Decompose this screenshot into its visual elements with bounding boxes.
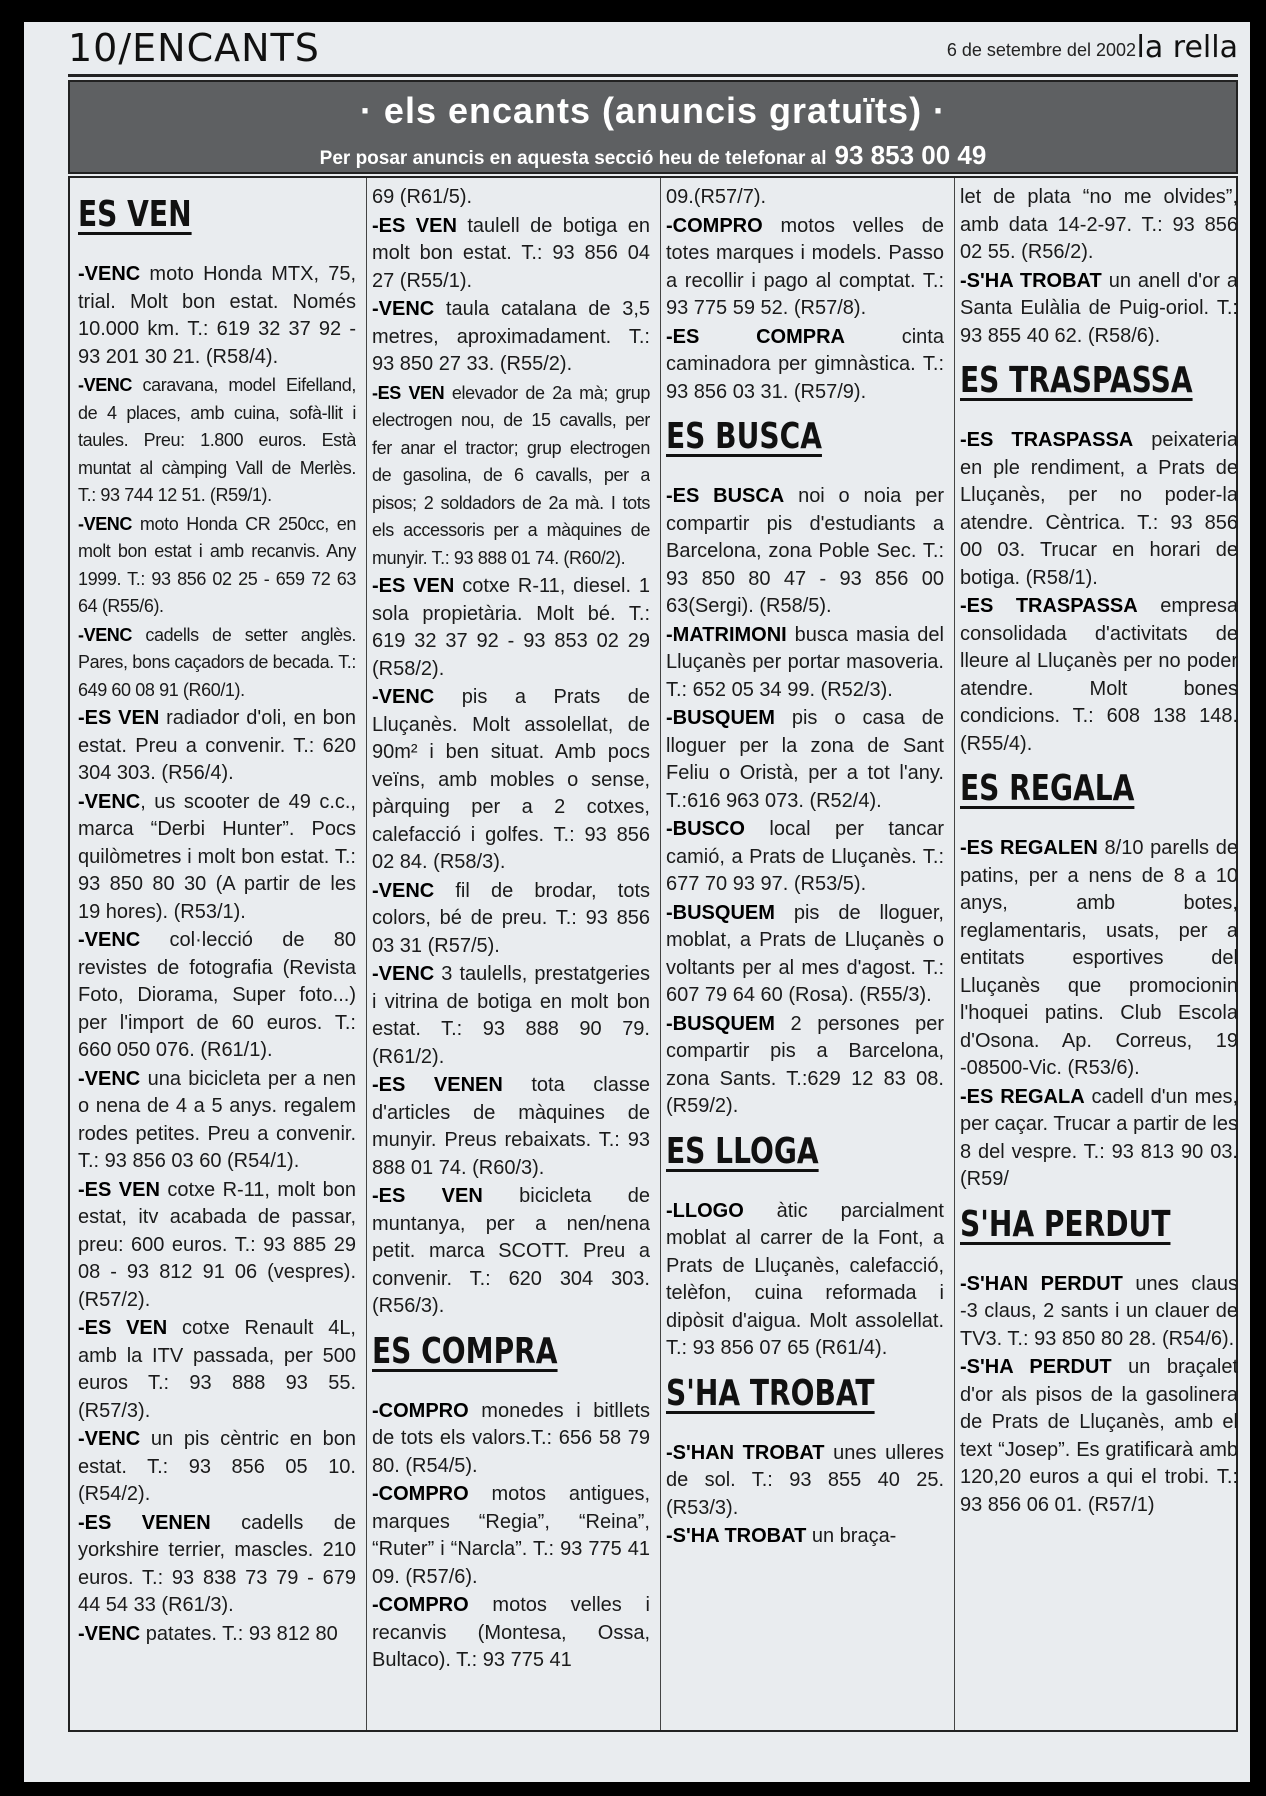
- classified-ad: -COMPRO motos antigues, marques “Regia”, “Reina”, “Ruter” i “Narcla”. T.: 93 775 41 09. (R57/6).: [372, 1483, 650, 1588]
- header-rule: [68, 74, 1238, 77]
- ad-lead: -S'HAN TROBAT: [666, 1441, 825, 1464]
- issue-date: 6 de setembre del 2002: [946, 40, 1136, 60]
- ad-lead: -ES VEN: [372, 1185, 483, 1207]
- ad-lead: -VENC: [78, 624, 133, 645]
- classified-ad: -VENC moto Honda CR 250cc, en molt bon estat i amb recanvis. Any 1999. T.: 93 856 02 25 - 659 72 63 64 (R55/6).: [78, 513, 356, 616]
- classified-ad: -COMPRO motos velles i recanvis (Montesa, Ossa, Bultaco). T.: 93 775 41: [372, 1594, 650, 1671]
- ad-lead: -VENC: [372, 298, 435, 320]
- classified-ad: -ES VEN cotxe Renault 4L, amb la ITV passada, per 500 euros T.: 93 888 93 55. (R57/3).: [78, 1317, 356, 1422]
- classified-ad: -ES COMPRA cinta caminadora per gimnàstica. T.: 93 856 03 31. (R57/9).: [666, 325, 944, 403]
- ad-lead: -S'HA TROBAT: [666, 1525, 807, 1547]
- classified-ad: -S'HA PERDUT un braçalet d'or als pisos de la gasolinera de Prats de Lluçanès, amb el text “Josep”. Es gratificarà amb 120,20 euros a qui el trobi. T.: 93 856 06 01. (R57/1): [960, 1356, 1238, 1516]
- classified-ad: -VENC fil de brodar, tots colors, bé de preu. T.: 93 856 03 31 (R57/5).: [372, 879, 650, 957]
- classified-ad: -ES TRASPASSA empresa consolidada d'activitats de lleure al Lluçanès per no poder atendre. Molt bones condicions. T.: 608 138 148. (R55/4).: [960, 595, 1238, 755]
- section-heading: S'HA TROBAT: [666, 1372, 875, 1414]
- classified-ad: -VENC caravana, model Eifelland, de 4 places, amb cuina, sofà-llit i taules. Preu: 1.800 euros. Està muntat al càmping Vall de Merlès. T.: 93 744 12 51. (R59/1).: [78, 375, 356, 505]
- column-3: [666, 184, 944, 1724]
- classified-ad: -ES VEN cotxe R-11, molt bon estat, itv acabada de passar, preu: 600 euros. T.: 93 885 29 08 - 93 812 91 06 (vespres). (R57/2).: [78, 1178, 356, 1311]
- section-heading: ES COMPRA: [372, 1330, 558, 1372]
- classified-ad: -VENC pis a Prats de Lluçanès. Molt assolellat, de 90m² i ben situat. Amb pocs veïns, amb mobles o sense, pàrquing per a 2 cotxes, calefacció i golfes. T.: 93 856 02 84. (R58/3).: [372, 686, 650, 873]
- ad-lead: -VENC: [78, 790, 141, 813]
- classified-ad: -BUSQUEM 2 persones per compartir pis a Barcelona, zona Sants. T.:629 12 83 08. (R59/2).: [666, 1012, 944, 1117]
- classified-ad: -ES REGALA cadell d'un mes, per caçar. Trucar a partir de les 8 del vespre. T.: 93 813 90 03. (R59/: [960, 1085, 1238, 1190]
- classified-ad: -VENC, us scooter de 49 c.c., marca “Derbi Hunter”. Pocs quilòmetres i molt bon estat. T.: 93 850 80 30 (A partir de les 19 hores). (R53/1).: [78, 790, 356, 923]
- banner-phone: 93 853 00 49: [834, 140, 987, 170]
- classifieds-area: [68, 176, 1238, 1732]
- ad-lead: -BUSQUEM: [666, 1012, 775, 1035]
- section-heading: ES TRASPASSA: [960, 360, 1193, 401]
- ad-lead: -LLOGO: [666, 1199, 744, 1222]
- section-heading: ES REGALA: [960, 768, 1135, 809]
- classified-ad: -S'HAN PERDUT unes claus -3 claus, 2 sants i un clauer de TV3. T.: 93 850 80 28. (R54/6).: [960, 1272, 1238, 1350]
- ad-lead: -ES TRASPASSA: [960, 429, 1134, 451]
- section-heading: ES BUSCA: [666, 416, 822, 457]
- ad-lead: -ES COMPRA: [666, 325, 845, 348]
- ad-lead: -ES VEN: [78, 707, 160, 729]
- classified-ad: -VENC moto Honda MTX, 75, trial. Molt bon estat. Només 10.000 km. T.: 619 32 37 92 - 93 201 30 21. (R58/4).: [78, 263, 356, 368]
- classified-ad: -ES REGALEN 8/10 parells de patins, per a nens de 8 a 10 anys, amb botes, reglamentaris, usats, per a entitats esportives del Lluçanès que promocionin l'hoquei patins. Club Escola d'Osona. Ap. Correus, 19 -08500-Vic. (R53/6).: [960, 837, 1238, 1079]
- ad-lead: -ES VEN: [372, 382, 445, 403]
- classified-ad: -VENC 3 taulells, prestatgeries i vitrina de botiga en molt bon estat. T.: 93 888 90 79. (R61/2).: [372, 963, 650, 1068]
- classified-ad: -S'HA TROBAT un braça-: [666, 1525, 897, 1547]
- classified-ad: -ES VEN taulell de botiga en molt bon estat. T.: 93 856 04 27 (R55/1).: [372, 214, 650, 292]
- ad-lead: -VENC: [78, 375, 133, 395]
- ad-lead: -COMPRO: [372, 1399, 469, 1422]
- classified-ad: -BUSCO local per tancar camió, a Prats de Lluçanès. T.: 677 70 93 97. (R53/5).: [666, 818, 944, 895]
- classified-ad: let de plata “no me olvides”, amb data 14-2-97. T.: 93 856 02 55. (R56/2).: [960, 186, 1238, 263]
- ad-lead: -VENC: [372, 879, 435, 902]
- ad-lead: -ES VENEN: [372, 1074, 503, 1096]
- ad-lead: -VENC: [78, 1428, 141, 1450]
- classified-ad: -VENC cadells de setter anglès. Pares, bons caçadors de becada. T.: 649 60 08 91 (R60/1).: [78, 624, 356, 700]
- classified-ad: -COMPRO motos velles de totes marques i models. Passo a recollir i pago al comptat. T.: 93 775 59 52. (R57/8).: [666, 214, 944, 319]
- ad-lead: -S'HA TROBAT: [960, 269, 1102, 292]
- classified-ad: -ES VEN cotxe R-11, diesel. 1 sola propietària. Molt bé. T.: 619 32 37 92 - 93 853 02 29 (R58/2).: [372, 575, 650, 680]
- classified-ad: -ES VENEN tota classe d'articles de màquines de munyir. Preus rebaixats. T.: 93 888 01 74. (R60/3).: [372, 1074, 650, 1179]
- classified-ad: -ES VEN radiador d'oli, en bon estat. Preu a convenir. T.: 620 304 303. (R56/4).: [78, 707, 356, 784]
- classified-ad: -ES VENEN cadells de yorkshire terrier, mascles. 210 euros. T.: 93 838 73 79 - 679 44 54 33 (R61/3).: [78, 1511, 356, 1616]
- classified-ad: -COMPRO monedes i bitllets de tots els valors.T.: 656 58 79 80. (R54/5).: [372, 1399, 650, 1477]
- banner-subtitle: [70, 140, 1236, 171]
- classified-ad: -BUSQUEM pis de lloguer, moblat, a Prats de Lluçanès o voltants per al mes d'agost. T.: 607 79 64 60 (Rosa). (R55/3).: [666, 901, 944, 1006]
- ad-lead: -MATRIMONI: [666, 623, 787, 646]
- publication-brand: la rella: [1136, 30, 1238, 65]
- classified-ad: -VENC taula catalana de 3,5 metres, aproximadament. T.: 93 850 27 33. (R55/2).: [372, 298, 650, 375]
- classified-ad: -ES VEN elevador de 2a mà; grup electrogen nou, de 15 cavalls, per fer anar el tractor; grup electrogen de gasolina, de 6 cavalls, per a pisos; 2 soldadors de 2a mà. I tots els accessoris per a màquines de munyir. T.: 93 888 01 74. (R60/2).: [372, 382, 650, 568]
- classified-ad: -ES BUSCA noi o noia per compartir pis d'estudiants a Barcelona, zona Poble Sec. T.: 93 850 80 47 - 93 856 00 63(Sergi). (R58/5).: [666, 485, 944, 617]
- column-divider: [660, 178, 661, 1730]
- classified-ad: -BUSQUEM pis o casa de lloguer per la zona de Sant Feliu o Oristà, per a tot l'any. T.:616 963 073. (R52/4).: [666, 707, 944, 812]
- ad-lead: -VENC: [78, 929, 141, 951]
- column-divider: [954, 178, 955, 1730]
- ad-lead: -VENC: [78, 263, 141, 285]
- column-1: [78, 184, 356, 1724]
- classified-ad: 69 (R61/5).: [372, 186, 473, 208]
- classified-ad: 09.(R57/7).: [666, 186, 767, 208]
- page-header: [68, 22, 1238, 80]
- section-heading: ES LLOGA: [666, 1130, 819, 1172]
- ad-lead: -VENC: [78, 513, 133, 534]
- column-4: [960, 184, 1238, 1724]
- section-heading: ES VEN: [78, 194, 192, 235]
- ad-lead: -VENC: [78, 1622, 141, 1645]
- section-heading: S'HA PERDUT: [960, 1203, 1171, 1245]
- ad-lead: -BUSQUEM: [666, 901, 775, 924]
- classified-ad: -S'HAN TROBAT unes ulleres de sol. T.: 93 855 40 25. (R53/3).: [666, 1441, 944, 1519]
- column-2: [372, 184, 650, 1724]
- section-banner: [68, 80, 1238, 174]
- ad-lead: -S'HA PERDUT: [960, 1356, 1112, 1378]
- ad-lead: -ES REGALEN: [960, 837, 1098, 859]
- classified-ad: -ES TRASPASSA peixateria en ple rendiment, a Prats de Lluçanès, per no poder-la atendre. Cèntrica. T.: 93 856 00 03. Trucar en horari de botiga. (R58/1).: [960, 429, 1238, 589]
- ad-lead: -ES TRASPASSA: [960, 595, 1138, 617]
- ad-lead: -BUSQUEM: [666, 707, 775, 729]
- newspaper-page: [24, 22, 1250, 1782]
- ad-lead: -ES VEN: [78, 1317, 168, 1339]
- classified-ad: -VENC una bicicleta per a nen o nena de 4 a 5 anys. regalem rodes petites. Preu a convenir. T.: 93 856 03 60 (R54/1).: [78, 1067, 356, 1172]
- ad-lead: -ES REGALA: [960, 1085, 1085, 1108]
- ad-lead: -VENC: [372, 686, 435, 708]
- ad-lead: -ES VEN: [372, 214, 457, 237]
- ad-lead: -COMPRO: [666, 214, 763, 237]
- ad-lead: -ES VENEN: [78, 1511, 211, 1534]
- banner-subtitle-text: Per posar anuncis en aquesta secció heu de telefonar al: [319, 148, 827, 169]
- ad-lead: -COMPRO: [372, 1594, 469, 1616]
- banner-title: · els encants (anuncis gratuïts) ·: [359, 90, 947, 131]
- classified-ad: -VENC col·lecció de 80 revistes de fotografia (Revista Foto, Diorama, Super foto...) per l'import de 60 euros. T.: 660 050 076. (R61/1).: [78, 929, 356, 1061]
- classified-ad: -ES VEN bicicleta de muntanya, per a nen/nena petit. marca SCOTT. Preu a convenir. T.: 620 304 303. (R56/3).: [372, 1185, 650, 1317]
- ad-lead: -VENC: [78, 1067, 141, 1090]
- ad-lead: -ES VEN: [372, 575, 455, 597]
- classified-ad: -VENC un pis cèntric en bon estat. T.: 93 856 05 10. (R54/2).: [78, 1428, 356, 1505]
- classified-ad: -VENC patates. T.: 93 812 80: [78, 1622, 338, 1645]
- ad-lead: -VENC: [372, 963, 435, 985]
- classified-ad: -S'HA TROBAT un anell d'or a Santa Eulàlia de Puig-oriol. T.: 93 855 40 62. (R58/6).: [960, 269, 1238, 347]
- ad-lead: -S'HAN PERDUT: [960, 1272, 1123, 1295]
- ad-lead: -BUSCO: [666, 818, 745, 840]
- column-divider: [366, 178, 367, 1730]
- ad-lead: -COMPRO: [372, 1483, 469, 1505]
- classified-ad: -LLOGO àtic parcialment moblat al carrer de la Font, a Prats de Lluçanès, calefacció, telèfon, cuina reformada i dipòsit d'aigua. Molt assolellat. T.: 93 856 07 65 (R61/4).: [666, 1199, 944, 1359]
- ad-lead: -ES BUSCA: [666, 485, 785, 507]
- page-title: 10/ENCANTS: [68, 26, 320, 70]
- ad-lead: -ES VEN: [78, 1178, 160, 1201]
- classified-ad: -MATRIMONI busca masia del Lluçanès per portar masoveria. T.: 652 05 34 99. (R52/3).: [666, 623, 944, 701]
